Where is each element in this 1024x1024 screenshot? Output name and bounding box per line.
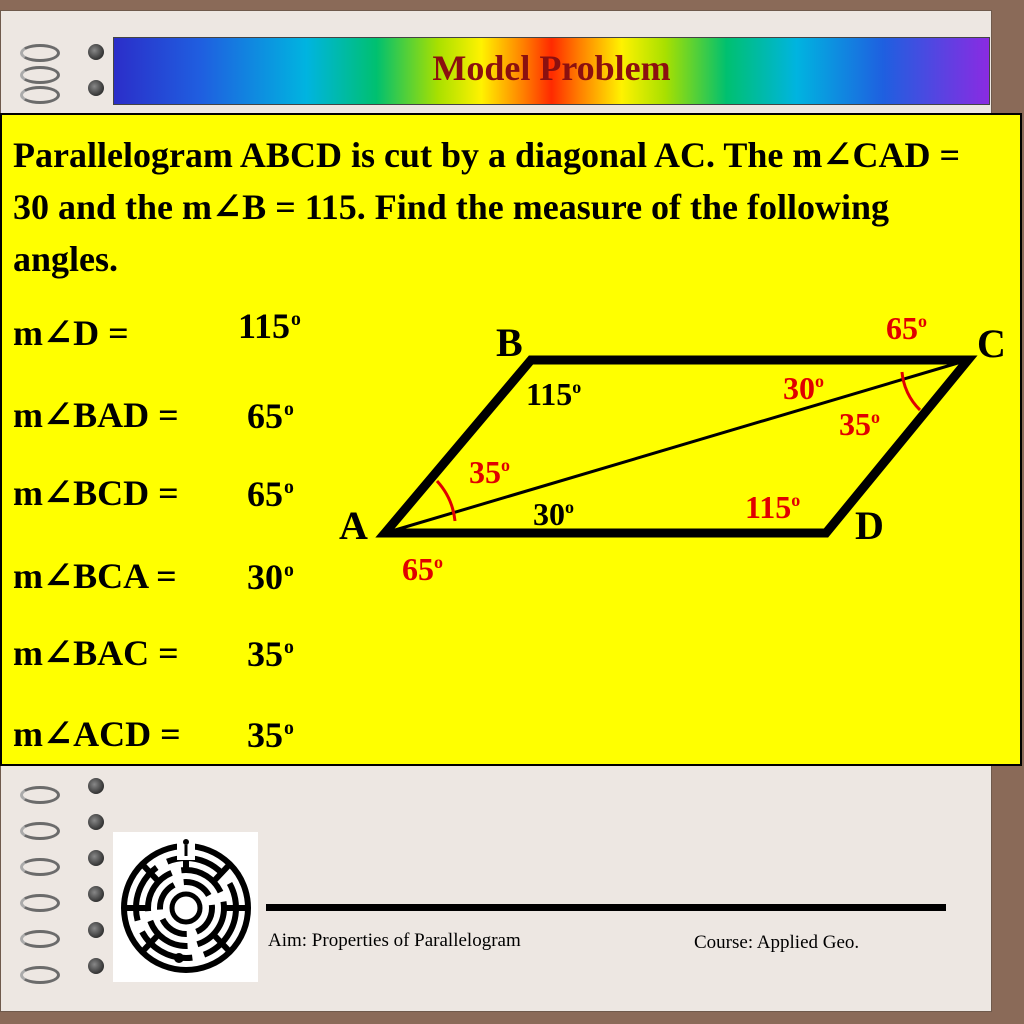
vertex-label-a: A xyxy=(339,503,368,548)
angle-label-bac: 35$^o$ xyxy=(469,454,510,490)
problem-statement: Parallelogram ABCD is cut by a diagonal AC. The m∠CAD = 30 and the m∠B = 115. Find the measure of the following angles. xyxy=(13,135,961,279)
answer-value: 35$^o$ xyxy=(247,715,294,755)
maze-logo xyxy=(113,832,258,982)
answer-label: m∠ACD = xyxy=(13,714,181,754)
footer-aim: Aim: Properties of Parallelogram xyxy=(268,930,521,951)
answer-value: 35$^o$ xyxy=(247,634,294,674)
angle-label-acd: 35$^o$ xyxy=(839,406,880,442)
slide-title: Model Problem xyxy=(432,48,671,88)
answer-value: 115$^o$ xyxy=(238,306,301,346)
answer-value: 30$^o$ xyxy=(247,557,294,597)
footer-rule xyxy=(266,904,946,911)
angle-label-a-total: 65$^o$ xyxy=(402,551,443,587)
angle-label-cad: 30$^o$ xyxy=(533,496,574,532)
vertex-label-b: B xyxy=(496,320,523,365)
parallelogram-diagram xyxy=(2,115,1020,764)
answer-label: m∠D = xyxy=(13,313,129,353)
angle-label-bca: 30$^o$ xyxy=(783,370,824,406)
footer-course: Course: Applied Geo. xyxy=(694,932,860,953)
answer-label: m∠BAC = xyxy=(13,633,179,673)
title-banner xyxy=(113,37,990,105)
answer-value: 65$^o$ xyxy=(247,396,294,436)
vertex-label-d: D xyxy=(855,503,884,548)
vertex-label-c: C xyxy=(977,321,1006,366)
answer-value: 65$^o$ xyxy=(247,474,294,514)
angle-label-c-total: 65$^o$ xyxy=(886,310,927,346)
angle-label-b: 115$^o$ xyxy=(526,376,582,412)
answer-label: m∠BCD = xyxy=(13,473,179,513)
angle-label-d: 115$^o$ xyxy=(745,489,801,525)
problem-panel xyxy=(0,113,1022,766)
answer-label: m∠BCA = xyxy=(13,556,177,596)
answer-label: m∠BAD = xyxy=(13,395,179,435)
